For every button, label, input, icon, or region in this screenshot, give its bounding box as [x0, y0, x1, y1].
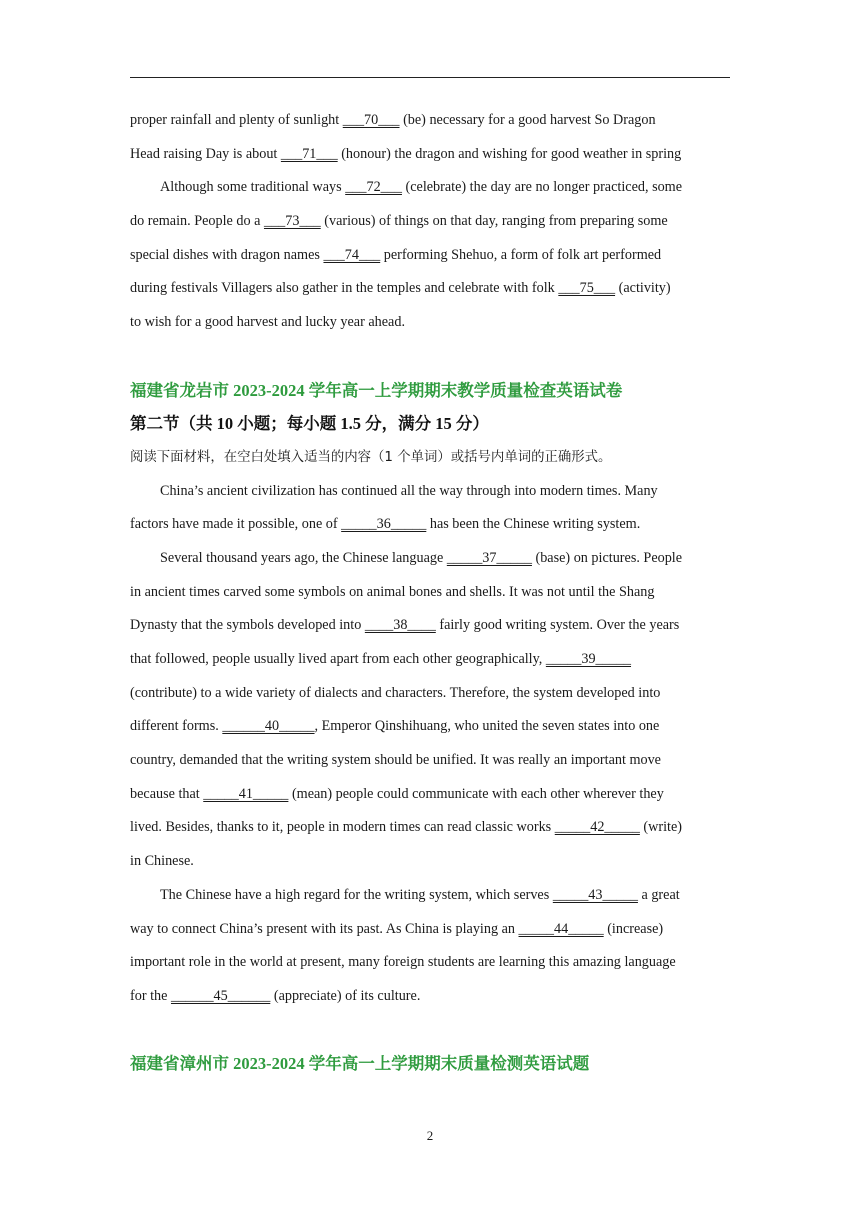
text-run: factors have made it possible, one of: [130, 516, 342, 533]
text-run: way to connect China’s present with its past. As China is playing an: [130, 920, 519, 937]
text-run: in Chinese.: [130, 853, 194, 870]
text-line: [130, 306, 730, 340]
text-run: during festivals Villagers also gather in the temples and celebrate with folk: [130, 280, 559, 297]
answer-blank[interactable]: _____37_____: [446, 549, 532, 566]
text-run: The Chinese have a high regard for the writing system, which serves: [160, 886, 553, 903]
text-run: that followed, people usually lived apart from each other geographically,: [130, 651, 546, 667]
answer-blank[interactable]: ______40_____: [222, 718, 315, 735]
text-line: [130, 609, 730, 643]
source-title-longyan: 福建省龙岩市 2023-2024 学年高一上学期期末教学质量检查英语试卷: [130, 380, 623, 400]
text-run: special dishes with dragon names: [130, 246, 324, 263]
text-run: Dynasty that the symbols developed into: [130, 617, 365, 634]
text-line: [130, 475, 730, 509]
answer-blank[interactable]: ___74___: [323, 246, 381, 263]
text-run: (base) on pictures. People: [531, 549, 683, 566]
text-line: [130, 913, 730, 947]
text-line: [130, 946, 730, 980]
text-run: (be) necessary for a good harvest So Dragon: [399, 112, 656, 128]
text-run: China’s ancient civilization has continued all the way through into modern times. Many: [160, 482, 658, 499]
instruction-text: 阅读下面材料，在空白处填入适当的内容（1 个单词）或括号内单词的正确形式。: [130, 449, 612, 465]
answer-blank[interactable]: ______45______: [170, 987, 271, 1004]
text-run: (appreciate) of its culture.: [270, 987, 421, 1004]
answer-blank[interactable]: ___72___: [345, 179, 402, 196]
text-line: [130, 576, 730, 610]
text-run: different forms.: [130, 718, 223, 735]
answer-blank[interactable]: _____41_____: [203, 785, 289, 802]
text-run: fairly good writing system. Over the years: [435, 617, 680, 634]
text-run: (honour) the dragon and wishing for good weather in spring: [337, 145, 682, 162]
text-line: [130, 778, 730, 812]
text-line: [130, 643, 730, 677]
text-run: , Emperor Qinshihuang, who united the seven states into one: [314, 718, 660, 735]
answer-blank[interactable]: _____43_____: [552, 886, 638, 903]
text-run: important role in the world at present, many foreign students are learning this amazing language: [130, 954, 676, 971]
answer-blank[interactable]: ____38____: [364, 617, 436, 634]
answer-blank[interactable]: _____42_____: [554, 819, 640, 836]
text-line: [130, 508, 730, 542]
spacer: [130, 1014, 730, 1048]
page-content: [130, 104, 730, 1081]
text-run: (celebrate) the day are no longer practiced, some: [401, 179, 683, 196]
answer-blank[interactable]: ___75___: [558, 280, 616, 297]
text-run: lived. Besides, thanks to it, people in modern times can read classic works: [130, 819, 555, 836]
text-run: a great: [637, 886, 680, 903]
answer-blank[interactable]: _____44_____: [518, 920, 604, 937]
text-line: [130, 272, 730, 306]
text-run: because that: [130, 785, 204, 802]
text-line: [130, 744, 730, 778]
text-run: Although some traditional ways: [160, 179, 346, 196]
text-line: [130, 542, 730, 576]
section-heading: 第二节（共 10 小题；每小题 1.5 分，满分 15 分）: [130, 414, 489, 434]
text-run: performing Shehuo, a form of folk art performed: [380, 246, 662, 263]
text-run: has been the Chinese writing system.: [426, 516, 641, 533]
source-title-zhangzhou: 福建省漳州市 2023-2024 学年高一上学期期末质量检测英语试题: [130, 1054, 590, 1074]
answer-blank[interactable]: _____39_____: [545, 651, 632, 667]
text-line: [130, 710, 730, 744]
text-run: for the: [130, 987, 171, 1004]
text-line: [130, 205, 730, 239]
text-line: [130, 104, 730, 138]
text-line: [130, 845, 730, 879]
answer-blank[interactable]: ___70___: [342, 112, 400, 128]
text-line: [130, 811, 730, 845]
text-run: country, demanded that the writing system should be unified. It was really an important move: [130, 752, 661, 769]
text-line: [130, 980, 730, 1014]
header-rule: [130, 77, 730, 78]
text-run: in ancient times carved some symbols on animal bones and shells. It was not until the Shang: [130, 583, 655, 600]
text-run: to wish for a good harvest and lucky year ahead.: [130, 314, 405, 331]
text-run: (activity): [615, 280, 671, 297]
text-run: (various) of things on that day, ranging from preparing some: [320, 213, 668, 230]
text-run: proper rainfall and plenty of sunlight: [130, 112, 343, 128]
text-run: Several thousand years ago, the Chinese language: [160, 549, 447, 566]
text-line: [130, 171, 730, 205]
text-run: do remain. People do a: [130, 213, 264, 230]
text-line: [130, 879, 730, 913]
text-run: (mean) people could communicate with each other wherever they: [288, 785, 664, 802]
text-run: (increase): [603, 920, 664, 937]
answer-blank[interactable]: _____36_____: [341, 516, 427, 533]
text-run: (contribute) to a wide variety of dialects and characters. Therefore, the system developed into: [130, 684, 661, 701]
text-run: (write): [639, 819, 683, 836]
answer-blank[interactable]: ___73___: [263, 213, 321, 230]
text-line: [130, 677, 730, 711]
text-line: [130, 138, 730, 172]
spacer: [130, 340, 730, 374]
passage-1: [130, 104, 730, 340]
text-run: Head raising Day is about: [130, 145, 281, 162]
answer-blank[interactable]: ___71___: [280, 145, 338, 162]
text-line: [130, 239, 730, 273]
page-number: 2: [426, 1128, 434, 1143]
passage-2: [130, 475, 730, 1014]
